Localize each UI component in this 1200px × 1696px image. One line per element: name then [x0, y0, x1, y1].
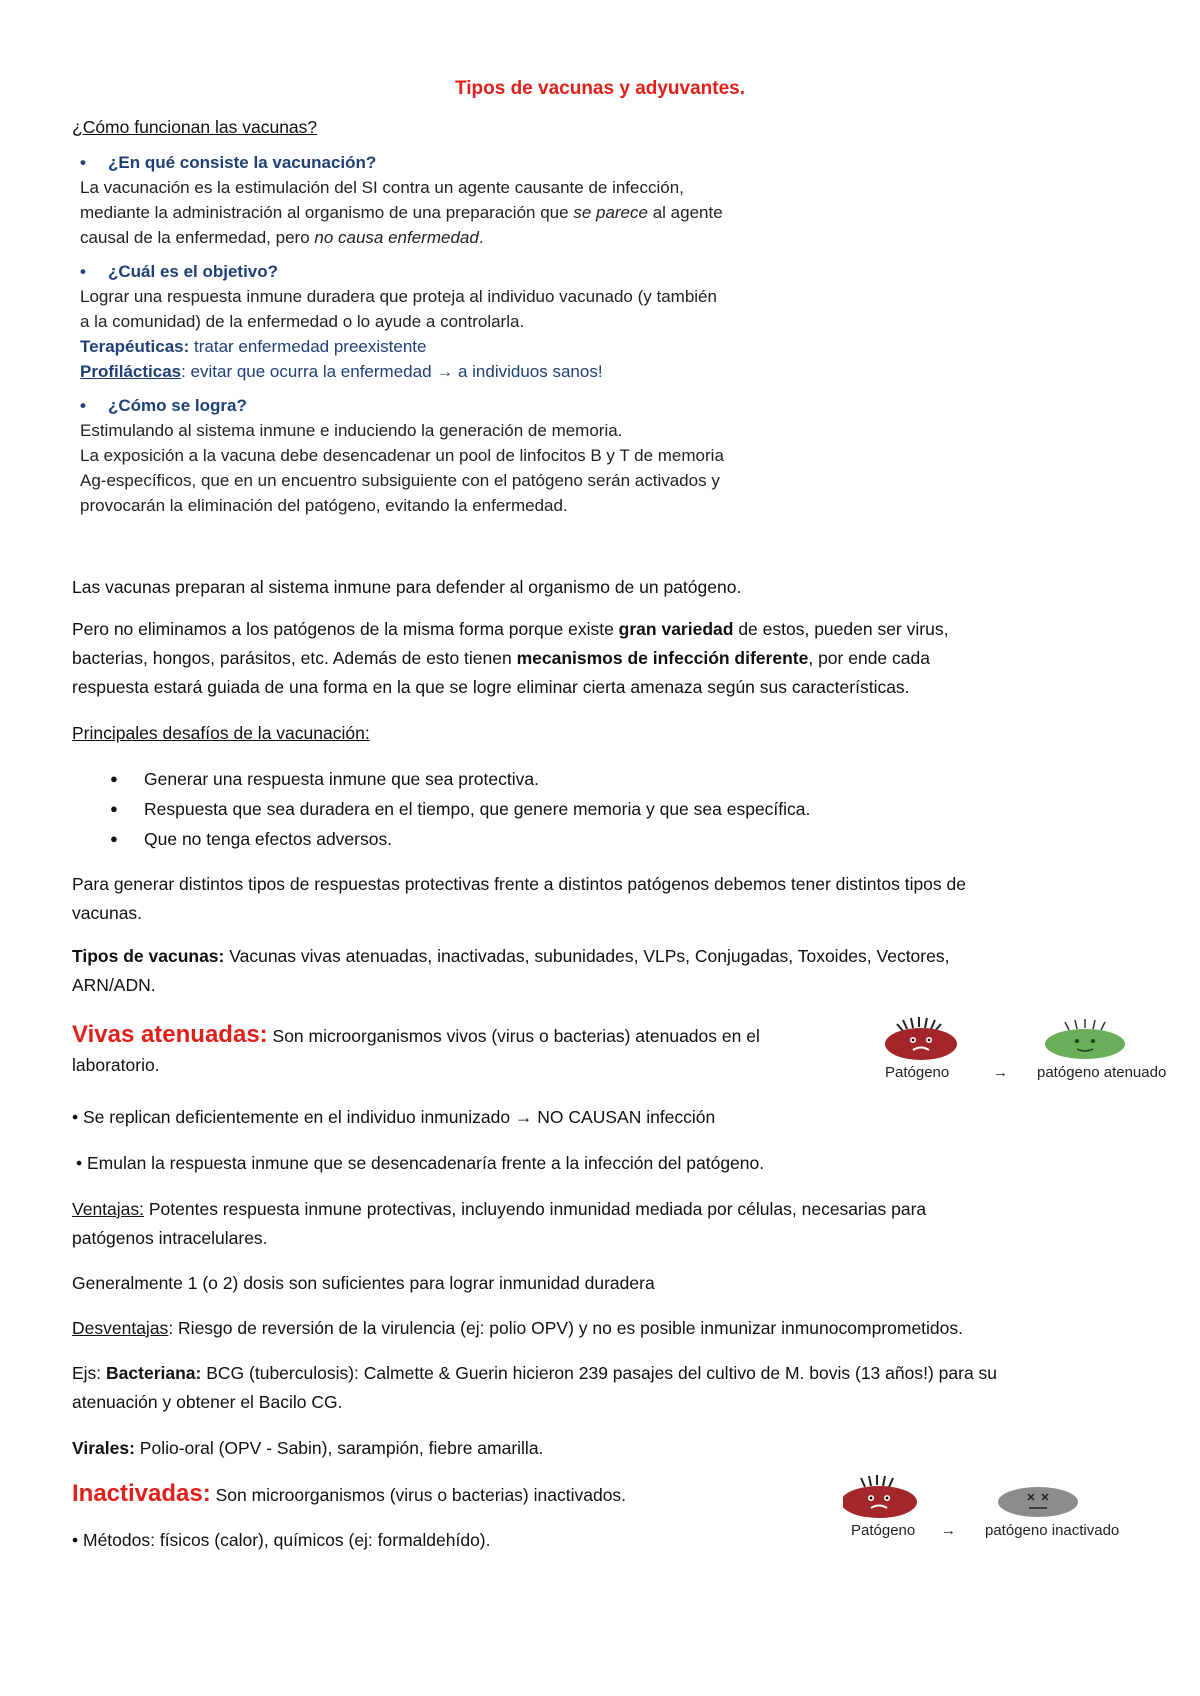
- question-heading: ¿Cómo funcionan las vacunas?: [72, 117, 318, 137]
- bullet-text: • Se replican deficientemente en el individuo inmunizado → NO CAUSAN infección: [72, 1107, 716, 1127]
- challenges-heading: Principales desafíos de la vacunación:: [72, 723, 370, 743]
- slide-text: mediante la administración al organismo de una preparación que se parece al agente: [80, 203, 723, 222]
- slide-text: Ag-específicos, que en un encuentro subsiguiente con el patógeno serán activados y: [80, 471, 720, 490]
- arrow-icon: →: [993, 1064, 1008, 1081]
- slide-text: Terapéuticas: tratar enfermedad preexistente: [80, 337, 427, 356]
- vaccine-types: Tipos de vacunas: Vacunas vivas atenuadas, inactivadas, subunidades, VLPs, Conjugadas, Toxoides, Vectores, ARN/ADN.: [72, 946, 950, 995]
- slide-heading-3: • ¿Cómo se logra?: [80, 396, 247, 415]
- slide-text: causal de la enfermedad, pero no causa enfermedad.: [80, 228, 484, 247]
- figure-label: patógeno inactivado: [985, 1522, 1120, 1539]
- page-title: Tipos de vacunas y adyuvantes.: [454, 78, 746, 99]
- paragraph: Para generar distintos tipos de respuestas protectivas frente a distintos patógenos debemos tener distintos tipos de vacunas.: [72, 874, 966, 923]
- slide-excerpt: [80, 150, 820, 518]
- viral-examples: Virales: Polio-oral (OPV - Sabin), sarampión, fiebre amarilla.: [72, 1438, 544, 1458]
- attenuated-pathogen-icon: [1045, 1019, 1125, 1059]
- bullet-text: • Emulan la respuesta inmune que se desencadenaría frente a la infección del patógeno.: [76, 1153, 765, 1173]
- figure-label: Patógeno: [851, 1522, 916, 1539]
- live-attenuated-intro: Vivas atenuadas: Son microorganismos vivos (virus o bacterias) atenuados en el laboratorio.: [72, 1021, 760, 1075]
- pathogen-inactivation-icon: [843, 1472, 1143, 1522]
- slide-heading-2: • ¿Cuál es el objetivo?: [80, 262, 279, 281]
- slide-heading-1: • ¿En qué consiste la vacunación?: [80, 153, 377, 172]
- arrow-icon: →: [941, 1522, 956, 1539]
- inactivated-pathogen-icon: [998, 1487, 1078, 1517]
- slide-text: Estimulando al sistema inmune e induciendo la generación de memoria.: [80, 421, 623, 440]
- paragraph: Las vacunas preparan al sistema inmune para defender al organismo de un patógeno.: [72, 577, 742, 597]
- advantages: Ventajas: Potentes respuesta inmune protectivas, incluyendo inmunidad mediada por células, necesarias para patógenos intracelulares.: [72, 1199, 927, 1248]
- slide-text: Profilácticas: evitar que ocurra la enfermedad → a individuos sanos!: [80, 362, 603, 381]
- list-item: ● Respuesta que sea duradera en el tiempo, que genere memoria y que sea específica.: [72, 794, 1072, 824]
- attenuation-figure: [885, 1014, 1175, 1086]
- slide-text: La exposición a la vacuna debe desencadenar un pool de linfocitos B y T de memoria: [80, 446, 724, 465]
- slide-text: Lograr una respuesta inmune duradera que proteja al individuo vacunado (y también: [80, 287, 717, 306]
- slide-text: La vacunación es la estimulación del SI contra un agente causante de infección,: [80, 178, 684, 197]
- disadvantages: Desventajas: Riesgo de reversión de la virulencia (ej: polio OPV) y no es posible inmunizar inmunocomprometidos.: [72, 1318, 963, 1338]
- list-item: ● Que no tenga efectos adversos.: [72, 824, 1072, 854]
- challenges-list: [72, 764, 1072, 854]
- inactivated-intro: Inactivadas: Son microorganismos (virus o bacterias) inactivados.: [72, 1480, 627, 1507]
- paragraph: Generalmente 1 (o 2) dosis son suficientes para lograr inmunidad duradera: [72, 1273, 655, 1293]
- pathogen-icon: [885, 1017, 957, 1060]
- slide-text: a la comunidad) de la enfermedad o lo ayude a controlarla.: [80, 312, 525, 331]
- figure-label: patógeno atenuado: [1037, 1064, 1167, 1081]
- section-heading: Inactivadas:: [72, 1480, 211, 1507]
- pathogen-attenuation-icon: [885, 1014, 1175, 1064]
- figure-label: Patógeno: [885, 1064, 950, 1081]
- paragraph: Pero no eliminamos a los patógenos de la misma forma porque existe gran variedad de estos, pueden ser virus, bacterias, hongos, parásitos, etc. Además de esto tienen mecanismos de infección diferente, por ende cada respuesta estará guiada de una forma en la que se logre eliminar cierta amenaza según sus características.: [72, 619, 949, 697]
- section-heading: Vivas atenuadas:: [72, 1021, 268, 1048]
- bullet-text: • Métodos: físicos (calor), químicos (ej: formaldehído).: [72, 1530, 491, 1550]
- examples: Ejs: Bacteriana: BCG (tuberculosis): Calmette & Guerin hicieron 239 pasajes del cultivo de M. bovis (13 años!) para su atenuación y obtener el Bacilo CG.: [72, 1363, 998, 1412]
- inactivation-figure: [843, 1472, 1143, 1544]
- slide-text: provocarán la eliminación del patógeno, evitando la enfermedad.: [80, 496, 568, 515]
- pathogen-icon: [843, 1475, 917, 1518]
- list-item: ● Generar una respuesta inmune que sea protectiva.: [72, 764, 1072, 794]
